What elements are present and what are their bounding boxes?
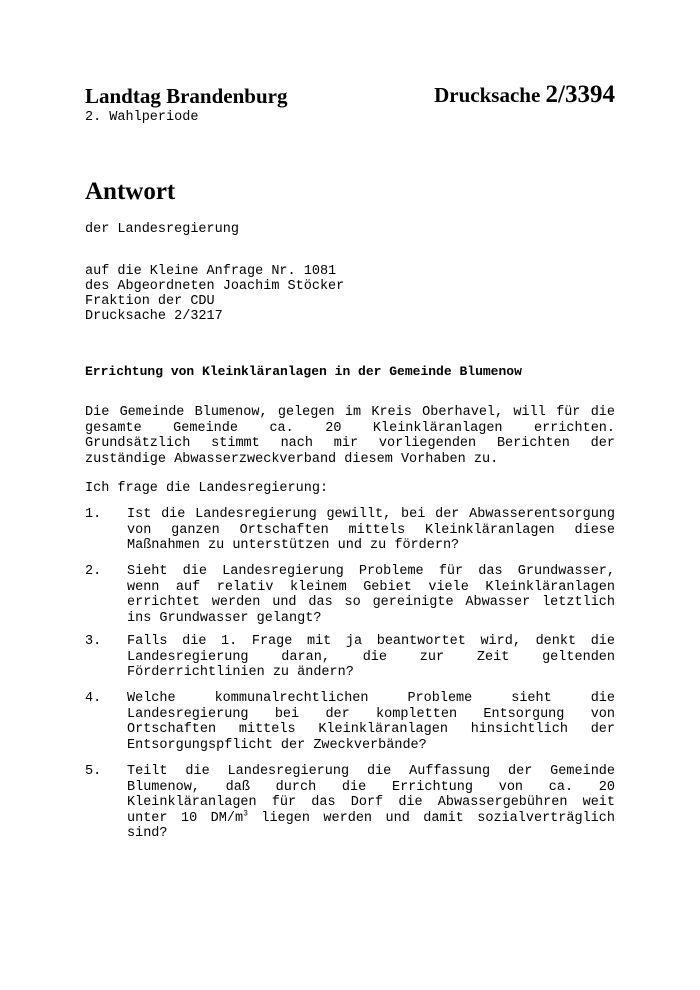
document-number-value: 2/3394 [545,81,615,108]
question-text [127,691,615,753]
legislative-period: 2. Wahlperiode [85,110,199,125]
question-line: Ortschaften mittels Kleinkläranlagen hinsichtlich der [127,722,615,737]
question-line: Kleinkläranlagen für das Dorf die Abwassergebühren weit [127,795,615,810]
document-subtitle: der Landesregierung [85,222,239,237]
question-line: Ist die Landesregierung gewillt, bei der Abwasserentsorgung [127,507,615,522]
question-text [127,634,615,681]
question-line-part: liegen werden und damit sozialverträglich [247,810,615,826]
question-line: sind? [127,826,168,841]
question-text [127,764,615,842]
intro-line: gesamte Gemeinde ca. 20 Kleinkläranlagen errichten. [85,420,615,436]
question-number: 2. [85,564,102,579]
question-line [127,811,615,827]
question-lead: Ich frage die Landesregierung: [85,481,329,496]
question-line: Blumenow, daß durch die Errichtung von ca. 20 [127,779,615,795]
question-text [127,564,615,626]
intro-paragraph [85,405,615,467]
question-line: Falls die 1. Frage mit ja beantwortet wird, denkt die [127,634,615,649]
question-line: wenn auf relativ kleinem Gebiet viele Kleinkläranlagen [127,579,615,595]
document-header [85,81,615,112]
question-line: Entsorgungspflicht der Zweckverbände? [127,737,427,753]
question-line: errichtet werden und das so gereinigte Abwasser letztlich [127,595,615,610]
reference-line: auf die Kleine Anfrage Nr. 1081 [85,264,337,279]
question-line: Maßnahmen zu unterstützen und zu fördern? [127,538,460,553]
question-line: Welche kommunalrechtlichen Probleme sieht die [127,691,615,706]
superscript: 3 [243,809,248,818]
parliament-name: Landtag Brandenburg [85,84,288,108]
question-line: Teilt die Landesregierung die Auffassung der Gemeinde [127,764,615,779]
intro-line: Grundsätzlich stimmt nach mir vorliegenden Berichten der [85,436,615,451]
question-line: Sieht die Landesregierung Probleme für das Grundwasser, [127,564,615,579]
question-number: 3. [85,634,102,649]
reference-line: des Abgeordneten Joachim Stöcker [85,279,345,294]
question-line: Landesregierung bei der kompletten Entsorgung von [127,706,615,722]
question-number: 4. [85,691,102,706]
question-number: 5. [85,764,102,779]
question-line-part: unter 10 DM/m [127,810,244,826]
document-number [434,81,615,109]
inquiry-topic: Errichtung von Kleinkläranlagen in der Gemeinde Blumenow [85,364,522,379]
intro-line: zuständige Abwasserzweckverband diesem Vorhaben zu. [85,451,499,467]
reference-line: Fraktion der CDU [85,294,215,309]
intro-line: Die Gemeinde Blumenow, gelegen im Kreis Oberhavel, will für die [85,405,615,420]
question-line: von ganzen Ortschaften mittels Kleinkläranlagen diese [127,522,615,538]
question-line: Landesregierung daran, die zur Zeit geltenden [127,649,615,665]
question-line: Förderrichtlinien zu ändern? [127,665,354,680]
document-title: Antwort [85,178,176,205]
inquiry-reference [85,264,344,324]
document-label: Drucksache [434,83,541,107]
question-text [127,507,615,554]
reference-line: Drucksache 2/3217 [85,309,223,324]
question-line: ins Grundwasser gelangt? [127,610,322,626]
question-number: 1. [85,507,102,522]
